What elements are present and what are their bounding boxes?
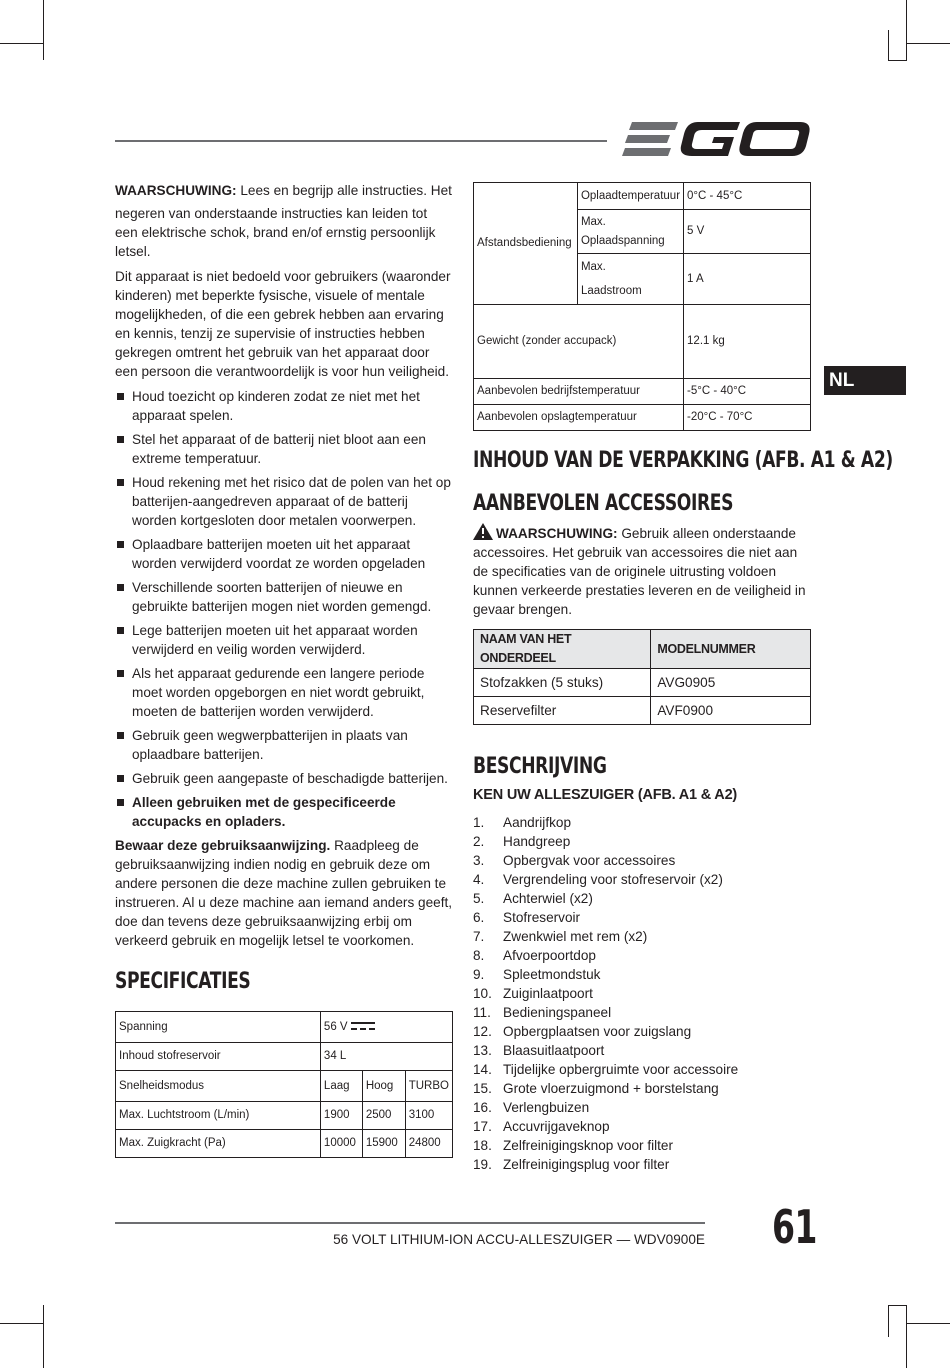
list-item: Alleen gebruiken met de gespecificeerde accupacks en opladers. <box>115 793 453 831</box>
part-label: Zwenkwiel met rem (x2) <box>503 929 648 944</box>
list-item <box>473 813 811 832</box>
crop-mark <box>888 60 907 61</box>
part-number: 12. <box>473 1024 492 1039</box>
part-label: Blaasuitlaatpoort <box>503 1043 605 1058</box>
list-item: Verschillende soorten batterijen of nieuwe en gebruikte batterijen mogen niet worden gemengd. <box>115 578 453 616</box>
left-column <box>115 181 453 1158</box>
column-header-model-number: MODELNUMMER <box>651 630 811 669</box>
page-number: 61 <box>772 1200 817 1254</box>
remote-label: Afstandsbediening <box>474 183 578 305</box>
keep-manual-text: Raadpleeg de gebruiksaanwijzing indien nodig en gebruik deze om andere personen die deze machine zullen gebruiken te instrueren. Al u deze machine aan iemand anders geeft, doe dan tevens deze gebruiksaanwijzing erbij om verkeerd gebruik en mogelijk letsel te voorkomen. <box>115 838 453 948</box>
usage-paragraph: Dit apparaat is niet bedoeld voor gebruikers (waaronder kinderen) met beperkte fysische, visuele of mentale mogelijkheden, of die een gebrek hebben aan ervaring en kennis, tenzij ze supervisie of instructies hebben gekregen omtrent het gebruik van het apparaat door een persoon die verantwoordelijk is voor hun veiligheid. <box>115 269 451 379</box>
capacity-value: 34 L <box>320 1043 452 1071</box>
part-label: Aandrijfkop <box>503 815 572 830</box>
table-row <box>116 1071 453 1102</box>
language-tab: NL <box>824 366 906 395</box>
part-label: Achterwiel (x2) <box>503 891 593 906</box>
part-label: Bedieningspaneel <box>503 1005 612 1020</box>
part-label: Zuiginlaatpoort <box>503 986 593 1001</box>
table-row <box>474 379 811 405</box>
list-item: Houd rekening met het risico dat de polen van het op batterijen-aangedreven apparaat of de batterij worden kortgesloten door metalen voorwerpen. <box>115 473 453 530</box>
footer-title: 56 VOLT LITHIUM-ION ACCU-ALLESZUIGER — WDV0900E <box>333 1232 705 1247</box>
weight-label: Gewicht (zonder accupack) <box>474 305 684 379</box>
crop-mark <box>888 30 889 61</box>
suction-low: 10000 <box>320 1130 362 1158</box>
crop-mark <box>0 43 44 44</box>
part-name: Reservefilter <box>474 697 651 725</box>
model-number: AVF0900 <box>651 697 811 725</box>
list-item <box>473 1022 811 1041</box>
part-number: 1. <box>473 815 485 830</box>
part-number: 2. <box>473 834 485 849</box>
op-temp-label: Aanbevolen bedrijfstemperatuur <box>474 379 684 405</box>
max-voltage-value: 5 V <box>684 210 811 254</box>
part-number: 11. <box>473 1005 491 1020</box>
list-item: Lege batterijen moeten uit het apparaat worden verwijderd en veilig worden verwijderd. <box>115 621 453 659</box>
list-item <box>473 889 811 908</box>
list-item <box>473 1041 811 1060</box>
crop-mark <box>888 1305 907 1306</box>
accessories-heading: AANBEVOLEN ACCESSOIRES <box>473 491 734 516</box>
crop-mark <box>906 1323 950 1324</box>
crop-mark <box>43 0 44 60</box>
part-number: 9. <box>473 967 485 982</box>
part-number: 3. <box>473 853 485 868</box>
airflow-high: 2500 <box>362 1102 405 1130</box>
list-item <box>473 1098 811 1117</box>
part-label: Afvoerpoortdop <box>503 948 596 963</box>
right-column <box>473 182 893 1174</box>
list-item <box>473 946 811 965</box>
max-voltage-label <box>577 210 683 254</box>
keep-manual-label: Bewaar deze gebruiksaanwijzing. <box>115 838 331 853</box>
column-header-part-name: NAAM VAN HET ONDERDEEL <box>474 630 651 669</box>
list-item <box>473 1117 811 1136</box>
suction-turbo: 24800 <box>405 1130 452 1158</box>
specifications-heading: SPECIFICATIES <box>115 969 251 994</box>
warning-text-line1: Lees en begrijp alle instructies. Het <box>240 183 452 198</box>
part-number: 7. <box>473 929 485 944</box>
warning-label: WAARSCHUWING: <box>115 183 237 198</box>
max-current-label <box>577 254 683 305</box>
charge-temp-value: 0°C - 45°C <box>684 183 811 210</box>
table-row <box>474 697 811 725</box>
list-item <box>473 965 811 984</box>
part-label: Verlengbuizen <box>503 1100 590 1115</box>
list-item: Houd toezicht op kinderen zodat ze niet met het apparaat spelen. <box>115 387 453 425</box>
speed-label: Snelheidsmodus <box>116 1071 321 1102</box>
max-current-label-line1: Max. <box>580 260 606 273</box>
know-your-vacuum-heading: KEN UW ALLESZUIGER (AFB. A1 & A2) <box>473 787 738 803</box>
capacity-label: Inhoud stofreservoir <box>116 1043 321 1071</box>
part-number: 5. <box>473 891 485 906</box>
accessories-warning <box>473 523 811 619</box>
voltage-cell <box>320 1012 452 1043</box>
part-number: 15. <box>473 1081 492 1096</box>
keep-manual-paragraph <box>115 836 453 950</box>
part-label: Tijdelijke opbergruimte voor accessoire <box>503 1062 739 1077</box>
voltage-value: 56 V <box>323 1020 348 1033</box>
crop-mark <box>906 43 950 44</box>
list-item <box>473 870 811 889</box>
suction-label: Max. Zuigkracht (Pa) <box>116 1130 321 1158</box>
list-item <box>473 927 811 946</box>
package-contents-heading: INHOUD VAN DE VERPAKKING (AFB. A1 & A2) <box>473 448 893 473</box>
table-row <box>474 305 811 379</box>
max-current-label-line2: Laadstroom <box>580 284 642 297</box>
list-item <box>473 984 811 1003</box>
description-heading: BESCHRIJVING <box>473 754 607 779</box>
table-row <box>116 1130 453 1158</box>
weight-value: 12.1 kg <box>684 305 811 379</box>
list-item <box>473 908 811 927</box>
header-rule <box>115 140 607 142</box>
crop-mark <box>906 1305 907 1368</box>
table-row <box>116 1012 453 1043</box>
list-item <box>473 1136 811 1155</box>
footer-rule <box>115 1222 705 1224</box>
part-number: 4. <box>473 872 485 887</box>
speed-high: Hoog <box>362 1071 405 1102</box>
model-number: AVG0905 <box>651 669 811 697</box>
crop-mark <box>906 0 907 60</box>
part-label: Opbergplaatsen voor zuigslang <box>503 1024 692 1039</box>
list-item <box>473 1060 811 1079</box>
part-number: 8. <box>473 948 485 963</box>
warning-text: negeren van onderstaande instructies kan leiden tot een elektrische schok, brand en/of ernstig persoonlijk letsel. <box>115 206 436 259</box>
part-label: Opbergvak voor accessoires <box>503 853 676 868</box>
part-number: 19. <box>473 1157 492 1172</box>
part-label: Spleetmondstuk <box>503 967 601 982</box>
list-item: Gebruik geen aangepaste of beschadigde batterijen. <box>115 769 453 788</box>
accessories-table <box>473 629 811 725</box>
part-number: 17. <box>473 1119 492 1134</box>
storage-temp-label: Aanbevolen opslagtemperatuur <box>474 405 684 431</box>
specifications-table <box>115 1011 453 1158</box>
part-label: Grote vloerzuigmond + borstelstang <box>503 1081 719 1096</box>
warning-triangle-icon <box>473 523 493 540</box>
parts-list <box>473 813 811 1174</box>
list-item <box>473 832 811 851</box>
dc-symbol-icon <box>351 1021 375 1031</box>
part-label: Accuvrijgaveknop <box>503 1119 610 1134</box>
list-item: Stel het apparaat of de batterij niet bloot aan een extreme temperatuur. <box>115 430 453 468</box>
list-item: Oplaadbare batterijen moeten uit het apparaat worden verwijderd voordat ze worden opgeladen <box>115 535 453 573</box>
list-item <box>473 851 811 870</box>
max-current-value: 1 A <box>684 254 811 305</box>
warning-intro <box>115 181 453 200</box>
list-item <box>473 1155 811 1174</box>
part-number: 16. <box>473 1100 492 1115</box>
speed-turbo: TURBO <box>405 1071 452 1102</box>
charge-temp-label: Oplaadtemperatuur <box>577 183 683 210</box>
part-label: Zelfreinigingsknop voor filter <box>503 1138 674 1153</box>
part-number: 10. <box>473 986 492 1001</box>
part-label: Stofreservoir <box>503 910 581 925</box>
crop-mark <box>888 1305 889 1337</box>
airflow-label: Max. Luchtstroom (L/min) <box>116 1102 321 1130</box>
table-row <box>116 1043 453 1071</box>
table-row <box>474 669 811 697</box>
part-number: 14. <box>473 1062 492 1077</box>
accessories-warning-text: Gebruik alleen onderstaande accessoires. Het gebruik van accessoires die niet aan de specificaties van de originele uitrusting voldoen kunnen verkeerde prestaties leveren en de veiligheid in gevaar brengen. <box>473 526 806 617</box>
airflow-turbo: 3100 <box>405 1102 452 1130</box>
part-name: Stofzakken (5 stuks) <box>474 669 651 697</box>
part-number: 13. <box>473 1043 492 1058</box>
part-label: Handgreep <box>503 834 571 849</box>
part-number: 18. <box>473 1138 492 1153</box>
part-number: 6. <box>473 910 485 925</box>
crop-mark <box>0 1323 44 1324</box>
airflow-low: 1900 <box>320 1102 362 1130</box>
storage-temp-value: -20°C - 70°C <box>684 405 811 431</box>
crop-mark <box>43 1305 44 1368</box>
table-row <box>474 183 811 210</box>
ego-logo <box>622 118 812 162</box>
max-voltage-label-line2: Oplaadspanning <box>580 234 665 247</box>
table-row <box>116 1102 453 1130</box>
safety-bullets <box>115 387 453 831</box>
list-item <box>473 1003 811 1022</box>
table-row <box>474 405 811 431</box>
table-header-row <box>474 630 811 669</box>
max-voltage-label-line1: Max. <box>580 215 606 228</box>
list-item: Als het apparaat gedurende een langere periode moet worden opgeborgen en niet wordt gebruikt, moeten de batterijen worden verwijderd. <box>115 664 453 721</box>
part-label: Vergrendeling voor stofreservoir (x2) <box>503 872 723 887</box>
speed-low: Laag <box>320 1071 362 1102</box>
part-label: Zelfreinigingsplug voor filter <box>503 1157 670 1172</box>
op-temp-value: -5°C - 40°C <box>684 379 811 405</box>
suction-high: 15900 <box>362 1130 405 1158</box>
list-item: Gebruik geen wegwerpbatterijen in plaats van oplaadbare batterijen. <box>115 726 453 764</box>
list-item <box>473 1079 811 1098</box>
voltage-label: Spanning <box>116 1012 321 1043</box>
remote-spec-table <box>473 182 811 431</box>
accessories-warning-label: WAARSCHUWING: <box>496 526 618 541</box>
